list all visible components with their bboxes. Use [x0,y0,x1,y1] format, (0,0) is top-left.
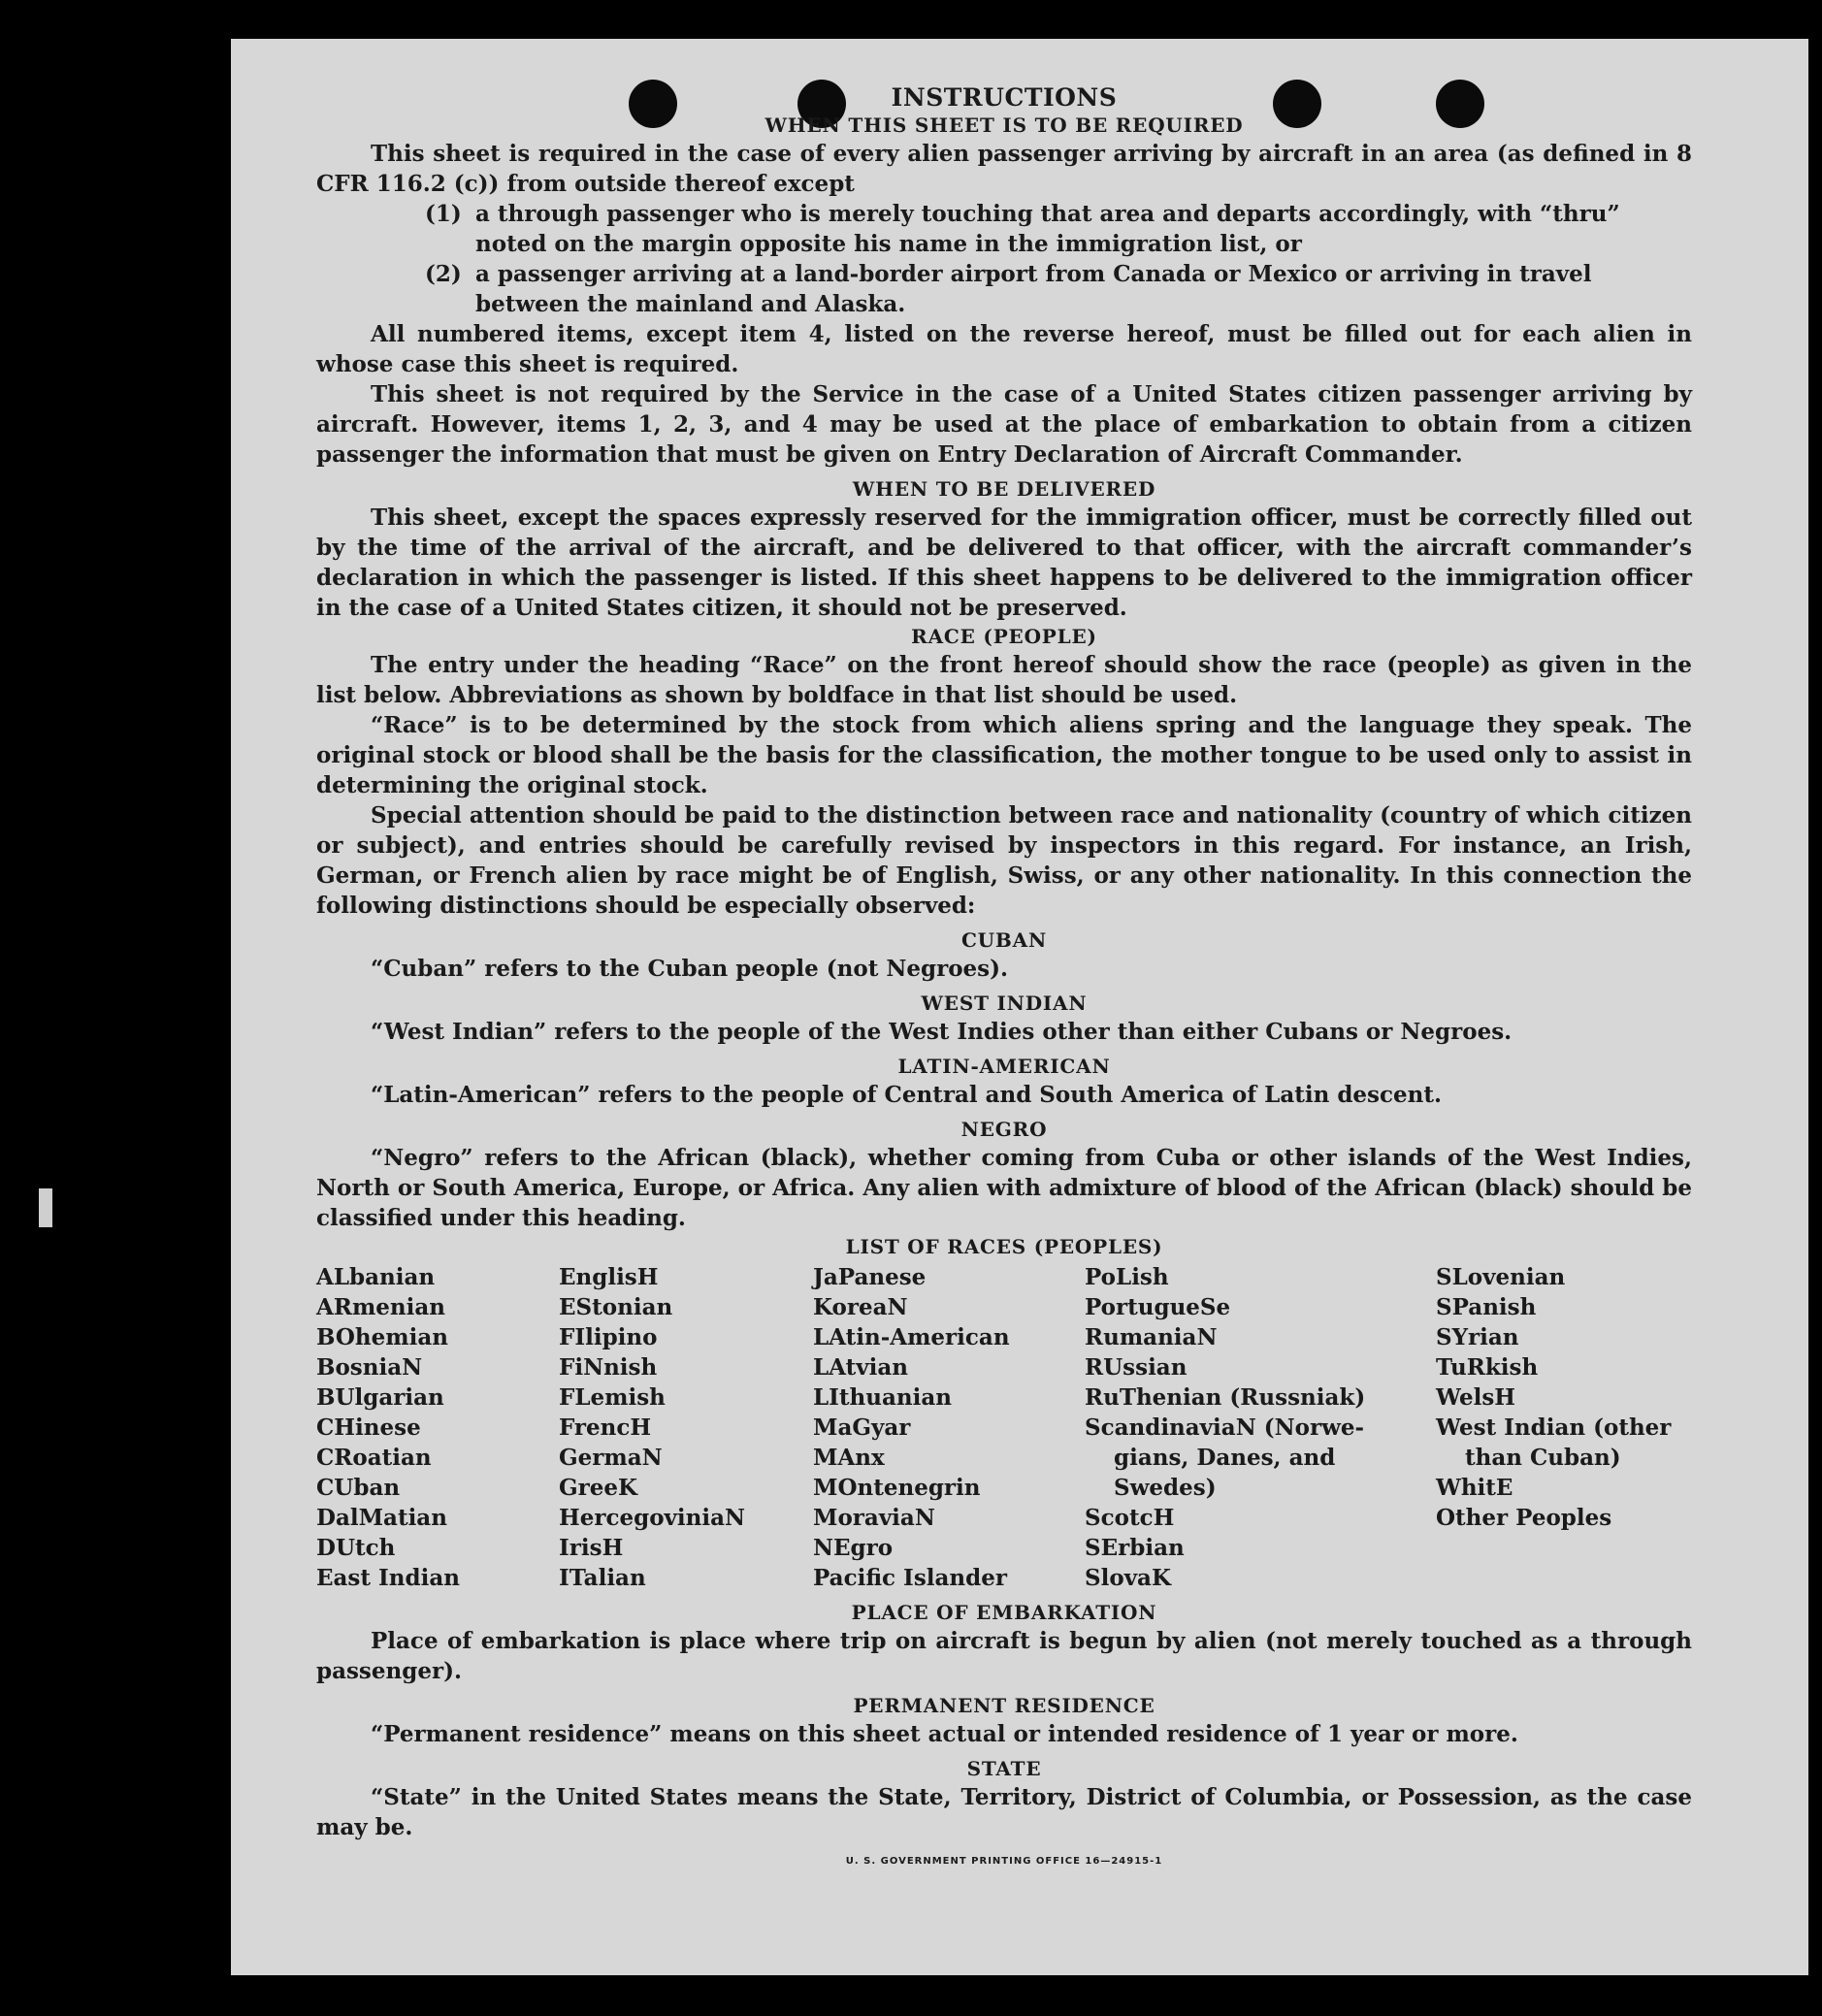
race-item: IrisH [559,1535,624,1561]
race-item: SPanish [1436,1294,1537,1320]
race-item: HercegoviniaN [559,1505,746,1531]
race-item: SlovaK [1085,1565,1171,1591]
race-item: ARmenian [316,1294,446,1320]
section-heading-negro: NEGRO [960,1118,1048,1141]
race-item: FLemish [559,1384,666,1411]
race-item: RUssian [1085,1354,1188,1381]
race-item: FiNnish [559,1354,658,1381]
race-item: LIthuanian [813,1384,952,1411]
section-heading-state: STATE [966,1757,1042,1780]
race-column [559,1262,813,1593]
race-item-continued: Swedes) [1114,1475,1217,1501]
race-item: BUlgarian [316,1384,444,1411]
race-item: LAtin-American [813,1324,1010,1350]
numbered-item [425,199,1692,259]
section-heading-race: RACE (PEOPLE) [911,625,1097,648]
paragraph: The entry under the heading “Race” on the front hereof should show the race (people) as given in the list below. Abbreviations as shown by boldface in that list should be used. [316,652,1692,708]
section-heading-embarkation: PLACE OF EMBARKATION [851,1601,1157,1624]
race-item: ScandinaviaN (Norwe- [1085,1414,1365,1441]
paragraph: “Cuban” refers to the Cuban people (not Negroes). [371,956,1009,982]
printer-imprint: U. S. GOVERNMENT PRINTING OFFICE 16—24915-1 [845,1856,1163,1867]
section-heading-west-indian: WEST INDIAN [921,992,1088,1015]
item-text: a through passenger who is merely touching that area and departs accordingly, with “thru” noted on the margin opposite his name in the immigration list, or [475,201,1620,257]
race-item: Pacific Islander [813,1565,1007,1591]
race-item: PoLish [1085,1264,1169,1290]
race-column [316,1262,559,1593]
race-column [1436,1262,1690,1593]
race-column [813,1262,1085,1593]
race-item: LAtvian [813,1354,908,1381]
paragraph: This sheet is not required by the Service in the case of a United States citizen passenger arriving by aircraft. However, items 1, 2, 3, and 4 may be used at the place of embarkation to obtain from a citizen passenger the information that must be given on Entry Declaration of Aircraft Commander. [316,381,1692,468]
section-heading-list-of-races: LIST OF RACES (PEOPLES) [845,1235,1163,1258]
race-column [1085,1262,1436,1593]
paragraph: All numbered items, except item 4, listed on the reverse hereof, must be filled out for each alien in whose case this sheet is required. [316,321,1692,377]
race-item: BosniaN [316,1354,423,1381]
race-item: DUtch [316,1535,396,1561]
section-heading-permanent-residence: PERMANENT RESIDENCE [853,1694,1155,1717]
paragraph: “Permanent residence” means on this sheet actual or intended residence of 1 year or more. [371,1721,1518,1747]
paragraph: “Latin-American” refers to the people of Central and South America of Latin descent. [371,1082,1442,1108]
race-item: KoreaN [813,1294,908,1320]
race-list [316,1262,1692,1593]
race-item: BOhemian [316,1324,448,1350]
race-item: FIlipino [559,1324,658,1350]
paragraph: “State” in the United States means the State, Territory, District of Columbia, or Possession, as the case may be. [316,1784,1692,1840]
race-item: ITalian [559,1565,646,1591]
race-item-continued: gians, Danes, and [1114,1445,1336,1471]
paragraph: This sheet, except the spaces expressly reserved for the immigration officer, must be correctly filled out by the time of the arrival of the aircraft, and be delivered to that officer, with the aircraft commander’s declaration in which the passenger is listed. If this sheet happens to be delivered to the immigration officer in the case of a United States citizen, it should not be preserved. [316,504,1692,621]
item-number: (1) [425,201,462,227]
section-heading-delivered: WHEN TO BE DELIVERED [852,477,1156,501]
race-item: MAnx [813,1445,885,1471]
page-title: INSTRUCTIONS [891,83,1118,112]
race-item: SYrian [1436,1324,1519,1350]
race-item: TuRkish [1436,1354,1539,1381]
paragraph: This sheet is required in the case of every alien passenger arriving by aircraft in an area (as defined in 8 CFR 116.2 (c)) from outside thereof except [316,141,1692,197]
race-item: SLovenian [1436,1264,1566,1290]
race-item: RumaniaN [1085,1324,1218,1350]
race-item: GreeK [559,1475,638,1501]
paragraph: “West Indian” refers to the people of the West Indies other than either Cubans or Negroes. [371,1019,1513,1045]
race-item: PortugueSe [1085,1294,1231,1320]
race-item: MoraviaN [813,1505,935,1531]
race-item: WhitE [1436,1475,1513,1501]
race-item: East Indian [316,1565,460,1591]
race-item-continued: than Cuban) [1465,1445,1621,1471]
race-item: ALbanian [316,1264,436,1290]
race-item: NEgro [813,1535,894,1561]
scan-artifact [39,1188,52,1227]
race-item: Other Peoples [1436,1505,1612,1531]
paragraph: “Negro” refers to the African (black), whether coming from Cuba or other islands of the West Indies, North or South America, Europe, or Africa. Any alien with admixture of blood of the African (black) should be classified under this heading. [316,1145,1692,1231]
race-item: MOntenegrin [813,1475,981,1501]
paragraph: Place of embarkation is place where trip on aircraft is begun by alien (not merely touched as a through passenger). [316,1628,1692,1684]
race-item: EStonian [559,1294,673,1320]
section-heading-cuban: CUBAN [960,928,1048,952]
item-text: a passenger arriving at a land-border airport from Canada or Mexico or arriving in travel between the mainland and Alaska. [475,261,1592,317]
race-item: CUban [316,1475,401,1501]
race-item: EnglisH [559,1264,659,1290]
paragraph: “Race” is to be determined by the stock from which aliens spring and the language they speak. The original stock or blood shall be the basis for the classification, the mother tongue to be used only to assist in determining the original stock. [316,712,1692,798]
section-heading-required: WHEN THIS SHEET IS TO BE REQUIRED [765,114,1244,137]
race-item: CRoatian [316,1445,432,1471]
numbered-item [425,259,1692,319]
race-item: WelsH [1436,1384,1516,1411]
race-item: SErbian [1085,1535,1185,1561]
item-number: (2) [425,261,462,287]
race-item: CHinese [316,1414,421,1441]
race-item: MaGyar [813,1414,911,1441]
race-item: RuThenian (Russniak) [1085,1384,1366,1411]
race-item: West Indian (other [1436,1414,1672,1441]
section-heading-latin-american: LATIN-AMERICAN [897,1055,1111,1078]
instructions-body [316,83,1692,1867]
race-item: JaPanese [813,1264,927,1290]
document-page [231,39,1808,1975]
race-item: GermaN [559,1445,663,1471]
race-item: ScotcH [1085,1505,1175,1531]
paragraph: Special attention should be paid to the distinction between race and nationality (country of which citizen or subject), and entries should be carefully revised by inspectors in this regard. For instance, an Irish, German, or French alien by race might be of English, Swiss, or any other nationality. In this connection the following distinctions should be especially observed: [316,802,1692,919]
race-item: FrencH [559,1414,652,1441]
race-item: DalMatian [316,1505,447,1531]
